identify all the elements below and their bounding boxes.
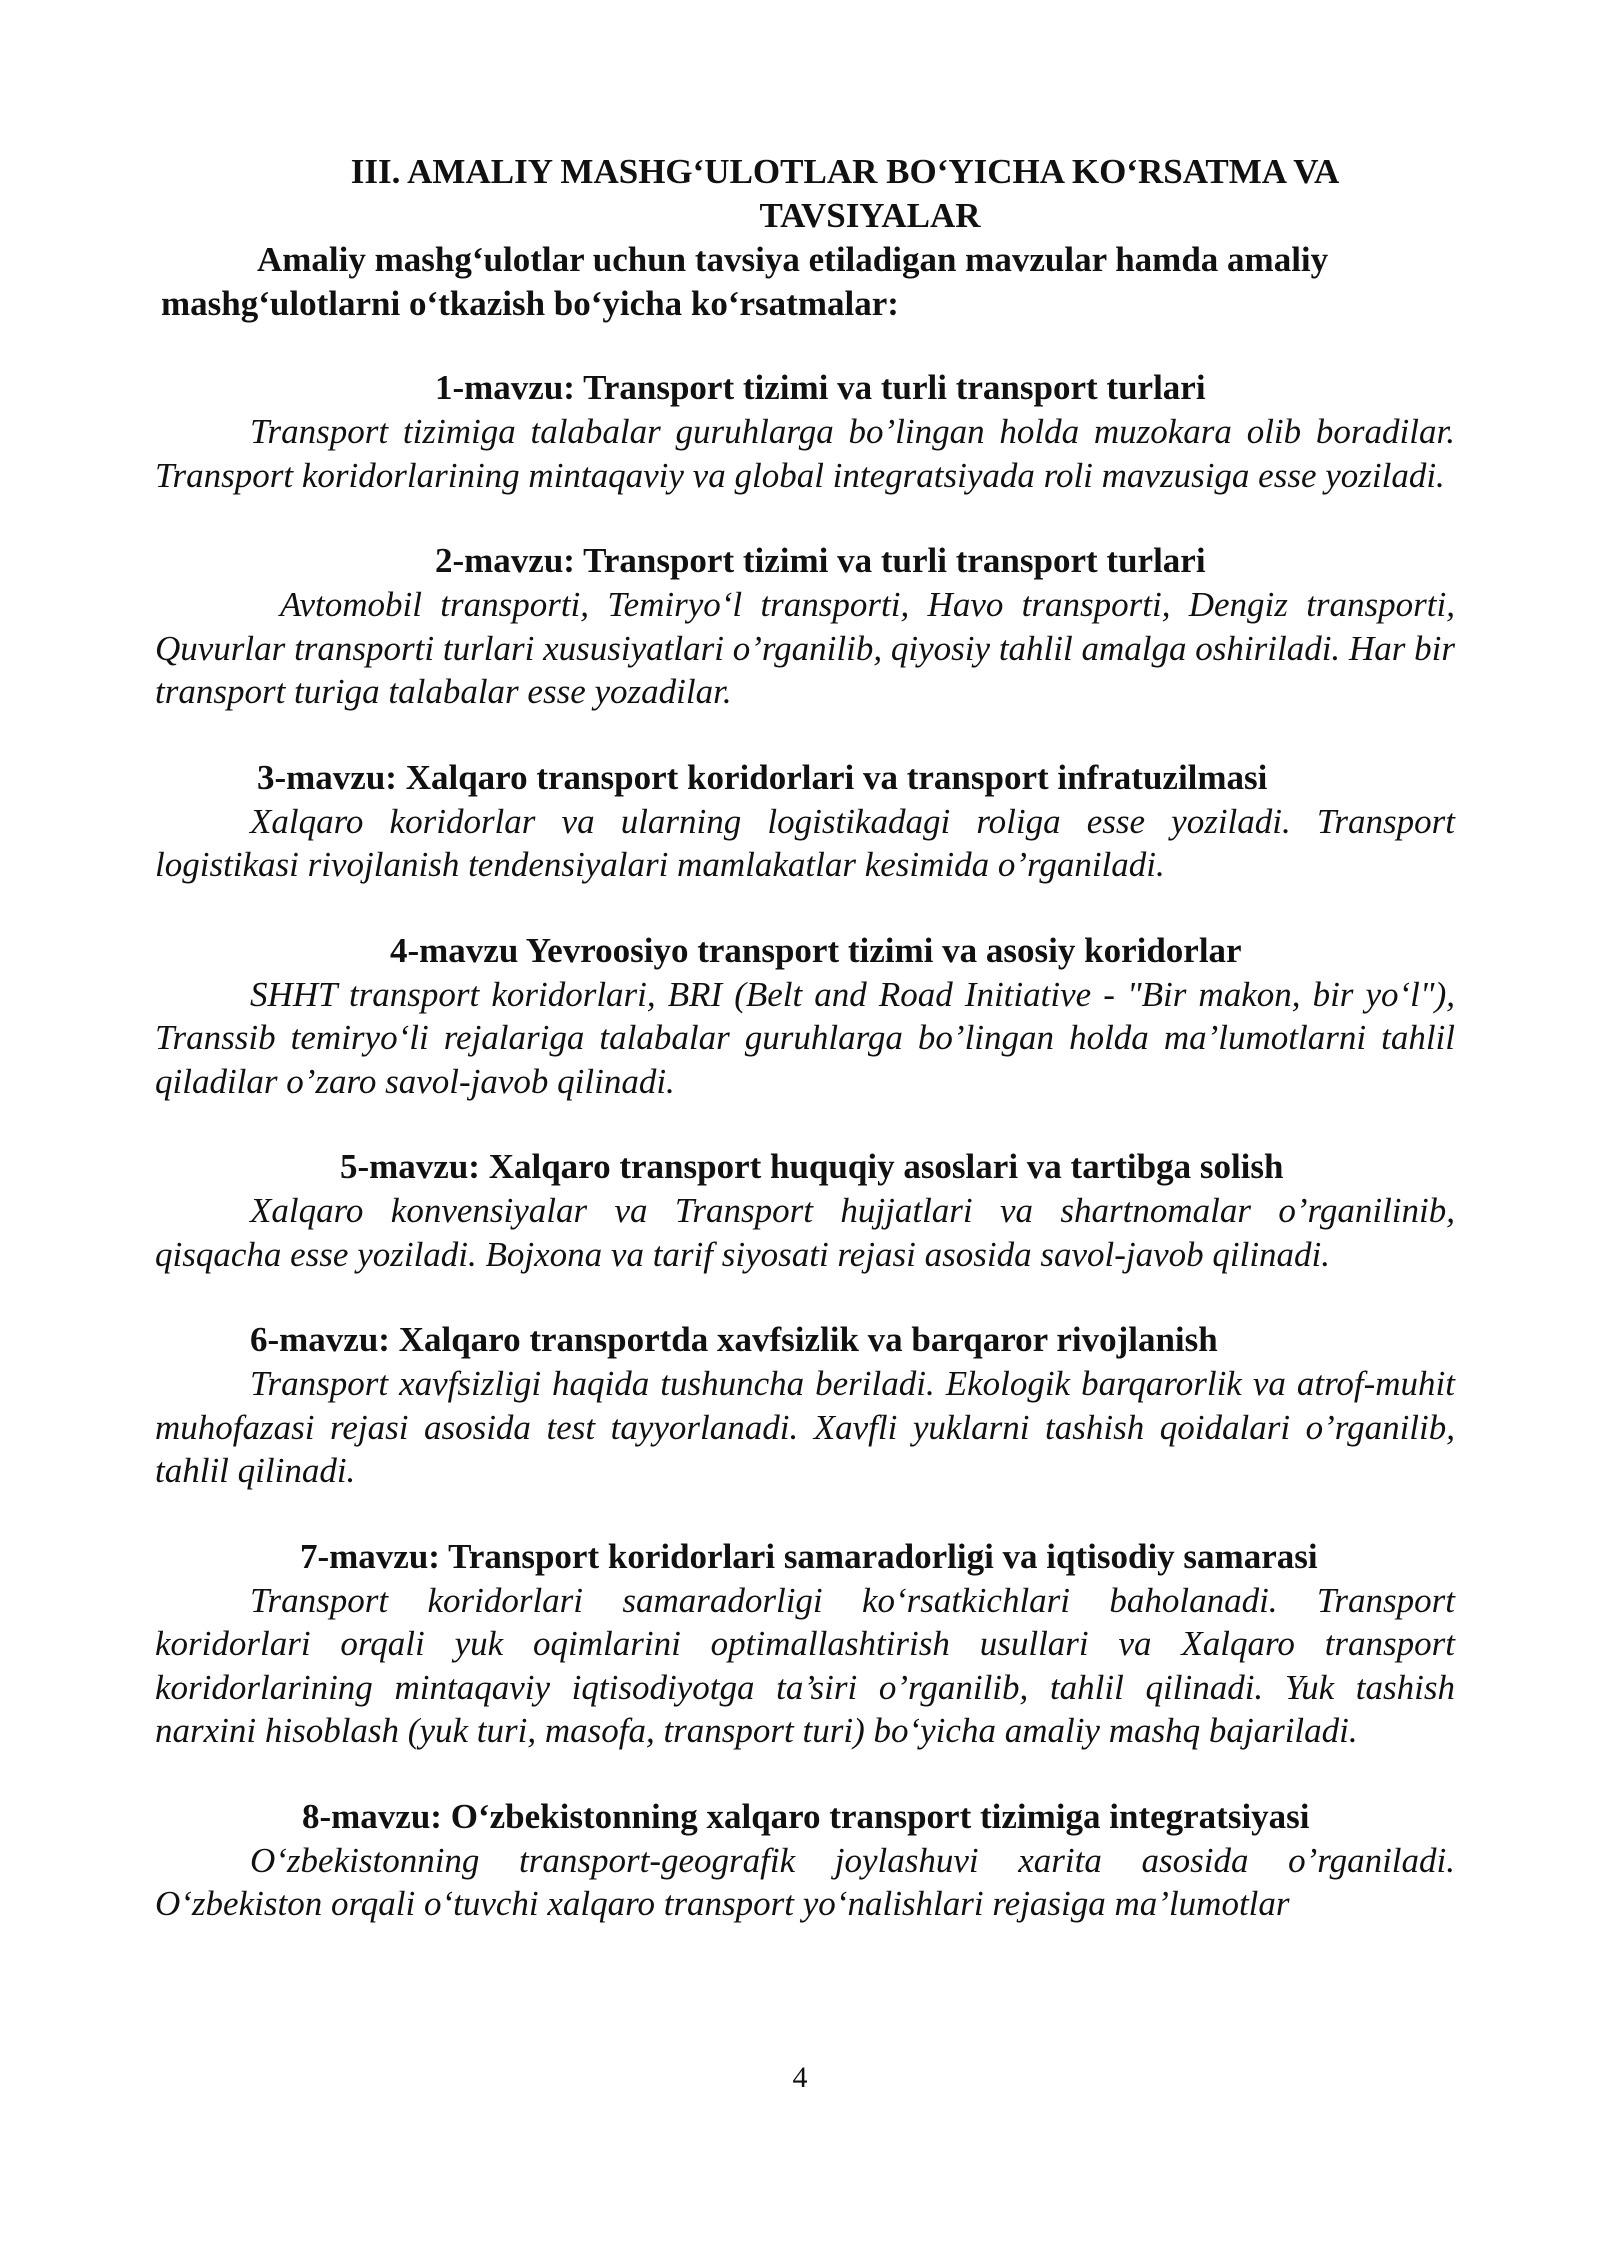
- intro-paragraph: [155, 238, 1455, 326]
- topic-heading: 4-mavzu Yevroosiyo transport tizimi va asosiy koridorlar: [390, 930, 1242, 970]
- topic-heading: 7-mavzu: Transport koridorlari samaradorligi va iqtisodiy samarasi: [300, 1536, 1318, 1576]
- topic-body: O‘zbekistonning transport-geografik joylashuvi xarita asosida o’rganiladi. O‘zbekiston orqali o‘tuvchi xalqaro transport yo‘nalishlari rejasiga ma’lumotlar: [155, 1840, 1455, 1923]
- page-number: 4: [792, 2061, 808, 2094]
- topic-7: [155, 1535, 1455, 1753]
- topic-heading: 5-mavzu: Xalqaro transport huquqiy asoslari va tartibga solish: [340, 1147, 1284, 1186]
- topic-heading: 2-mavzu: Transport tizimi va turli transport turlari: [435, 541, 1206, 580]
- section-title: [155, 150, 1455, 238]
- intro-line-2: mashg‘ulotlarni o‘tkazish bo‘yicha ko‘rsatmalar:: [161, 284, 899, 323]
- intro-line-1: Amaliy mashg‘ulotlar uchun tavsiya etiladigan mavzular hamda amaliy: [257, 240, 1329, 279]
- topic-heading: 3-mavzu: Xalqaro transport koridorlari va transport infratuzilmasi: [257, 757, 1268, 797]
- document-page: [155, 150, 1455, 1968]
- section-title-line-2: TAVSIYALAR: [759, 196, 981, 235]
- topic-8: [155, 1795, 1455, 1926]
- topic-body: SHHT transport koridorlari, BRI (Belt and Road Initiative - "Bir makon, bir yo‘l"), Transsib temiryo‘li rejalariga talabalar guruhlarga bo’lingan holda ma’lumotlarni tahlil qiladilar o’zaro savol-javob qilinadi.: [155, 974, 1455, 1101]
- topic-1: [155, 366, 1455, 497]
- topic-3: [155, 756, 1455, 887]
- topic-heading: 1-mavzu: Transport tizimi va turli transport turlari: [435, 368, 1206, 407]
- topic-heading: 6-mavzu: Xalqaro transportda xavfsizlik va barqaror rivojlanish: [250, 1320, 1218, 1359]
- topic-4: [155, 929, 1455, 1104]
- topic-body: Transport xavfsizligi haqida tushuncha beriladi. Ekologik barqarorlik va atrof-muhit muhofazasi rejasi asosida test tayyorlanadi. Xavfli yuklarni tashish qoidalari o’rganilib, tahlil qilinadi.: [155, 1364, 1455, 1490]
- topic-body: Transport tizimiga talabalar guruhlarga bo’lingan holda muzokara olib boradilar. Transport koridorlarining mintaqaviy va global integratsiyada roli mavzusiga esse yoziladi.: [155, 412, 1455, 495]
- topic-body: Avtomobil transporti, Temiryo‘l transporti, Havo transporti, Dengiz transporti, Quvurlar transporti turlari xususiyatlari o’rganilib, qiyosiy tahlil amalga oshiriladi. Har bir transport turiga talabalar esse yozadilar.: [155, 585, 1455, 711]
- section-title-line-1: III. AMALIY MASHG‘ULOTLAR BO‘YICHA KO‘RSATMA VA: [350, 152, 1340, 191]
- topic-body: Transport koridorlari samaradorligi ko‘rsatkichlari baholanadi. Transport koridorlari orqali yuk oqimlarini optimallashtirish usullari va Xalqaro transport koridorlarining mintaqaviy iqtisodiyotga ta’siri o’rganilib, tahlil qilinadi. Yuk tashish narxini hisoblash (yuk turi, masofa, transport turi) bo‘yicha amaliy mashq bajariladi.: [155, 1580, 1455, 1750]
- topic-body: Xalqaro koridorlar va ularning logistikadagi roliga esse yoziladi. Transport logistikasi rivojlanish tendensiyalari mamlakatlar kesimida o’rganiladi.: [155, 801, 1455, 884]
- topic-2: [155, 539, 1455, 714]
- topic-6: [155, 1318, 1455, 1493]
- topic-5: [155, 1145, 1455, 1276]
- topic-heading: 8-mavzu: O‘zbekistonning xalqaro transport tizimiga integratsiyasi: [302, 1796, 1310, 1836]
- topic-body: Xalqaro konvensiyalar va Transport hujjatlari va shartnomalar o’rganilinib, qisqacha esse yoziladi. Bojxona va tarif siyosati rejasi asosida savol-javob qilinadi.: [155, 1191, 1455, 1274]
